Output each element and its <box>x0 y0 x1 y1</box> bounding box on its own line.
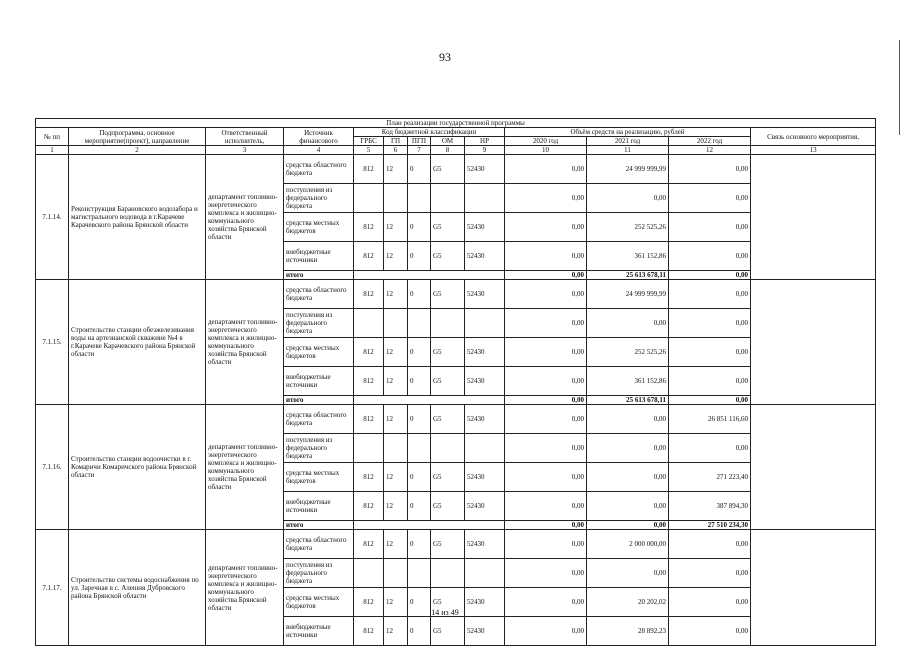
amount-2020: 0,00 <box>505 492 587 521</box>
code-om: G5 <box>431 213 465 242</box>
amount-2020: 0,00 <box>505 617 587 646</box>
funding-source: средства местных бюджетов <box>284 588 354 617</box>
code-gp <box>384 309 408 338</box>
code-np: 52430 <box>465 280 505 309</box>
amount-2021: 361 152,86 <box>587 367 669 396</box>
header-np: НР <box>465 137 505 146</box>
code-gp: 12 <box>384 338 408 367</box>
link-cell <box>751 155 876 280</box>
amount-2022: 271 223,40 <box>669 463 751 492</box>
amount-2022: 0,00 <box>669 155 751 184</box>
column-number: 4 <box>284 146 354 155</box>
funding-source: внебюджетные источники <box>284 242 354 271</box>
code-grbs <box>354 184 384 213</box>
header-pgp: ПГП <box>408 137 431 146</box>
code-gp: 12 <box>384 242 408 271</box>
column-numbers-row <box>36 146 876 155</box>
code-np: 52430 <box>465 530 505 559</box>
funding-source: средства местных бюджетов <box>284 463 354 492</box>
code-pgp <box>408 309 431 338</box>
header-executor: Ответственный исполнитель, <box>206 128 284 146</box>
total-2020: 0,00 <box>505 396 587 405</box>
total-code-cells <box>354 271 505 280</box>
code-np: 52430 <box>465 588 505 617</box>
header-subprogram: Подпрограмма, основное мероприятие(проект), направление <box>69 128 206 146</box>
code-grbs: 812 <box>354 155 384 184</box>
code-pgp <box>408 434 431 463</box>
column-number: 8 <box>431 146 465 155</box>
code-np <box>465 184 505 213</box>
margin-rule <box>899 40 900 135</box>
code-gp: 12 <box>384 492 408 521</box>
code-grbs <box>354 309 384 338</box>
header-link: Связь основного мероприятия, <box>751 128 876 146</box>
code-pgp <box>408 559 431 588</box>
code-gp: 12 <box>384 617 408 646</box>
amount-2021: 252 525,26 <box>587 338 669 367</box>
code-pgp: 0 <box>408 242 431 271</box>
column-number: 2 <box>69 146 206 155</box>
code-om <box>431 309 465 338</box>
column-number: 6 <box>384 146 408 155</box>
column-number: 1 <box>36 146 69 155</box>
code-pgp <box>408 184 431 213</box>
total-2022: 0,00 <box>669 396 751 405</box>
header-funds-group: Объём средств на реализацию, рублей <box>505 128 751 137</box>
header-budget-code-group: Код бюджетной классификации <box>354 128 505 137</box>
column-number: 10 <box>505 146 587 155</box>
amount-2022: 0,00 <box>669 338 751 367</box>
code-om: G5 <box>431 155 465 184</box>
code-np: 52430 <box>465 213 505 242</box>
code-om <box>431 559 465 588</box>
table-body <box>36 155 876 646</box>
code-om: G5 <box>431 367 465 396</box>
amount-2021: 361 152,86 <box>587 242 669 271</box>
total-label: итого <box>284 271 354 280</box>
amount-2021: 252 525,26 <box>587 213 669 242</box>
table-row <box>36 530 876 559</box>
code-gp: 12 <box>384 280 408 309</box>
column-number: 13 <box>751 146 876 155</box>
total-label: итого <box>284 521 354 530</box>
column-number: 12 <box>669 146 751 155</box>
code-pgp: 0 <box>408 588 431 617</box>
amount-2021: 0,00 <box>587 405 669 434</box>
header-om: ОМ <box>431 137 465 146</box>
code-gp <box>384 434 408 463</box>
amount-2020: 0,00 <box>505 184 587 213</box>
page-number: 93 <box>439 50 451 64</box>
amount-2022: 0,00 <box>669 242 751 271</box>
code-om: G5 <box>431 338 465 367</box>
total-2021: 0,00 <box>587 521 669 530</box>
header-2020: 2020 год <box>505 137 587 146</box>
code-np <box>465 434 505 463</box>
amount-2022: 0,00 <box>669 184 751 213</box>
link-cell <box>751 405 876 530</box>
funding-source: поступления из федерального бюджета <box>284 184 354 213</box>
code-grbs <box>354 559 384 588</box>
code-om: G5 <box>431 617 465 646</box>
code-np: 52430 <box>465 463 505 492</box>
code-om: G5 <box>431 280 465 309</box>
row-number: 7.1.16. <box>36 405 69 530</box>
responsible-executor: департамент топливно-энергетического комплекса и жилищно-коммунального хозяйства Брянской области <box>206 405 284 530</box>
row-number: 7.1.15. <box>36 280 69 405</box>
funding-source: средства местных бюджетов <box>284 213 354 242</box>
amount-2022: 26 851 116,60 <box>669 405 751 434</box>
code-np <box>465 559 505 588</box>
code-om: G5 <box>431 530 465 559</box>
code-gp: 12 <box>384 405 408 434</box>
code-grbs: 812 <box>354 405 384 434</box>
table-caption: План реализации государственной программы <box>36 119 876 128</box>
row-number: 7.1.17. <box>36 530 69 646</box>
amount-2020: 0,00 <box>505 588 587 617</box>
code-om <box>431 184 465 213</box>
column-number: 7 <box>408 146 431 155</box>
total-code-cells <box>354 521 505 530</box>
amount-2020: 0,00 <box>505 338 587 367</box>
responsible-executor: департамент топливно-энергетического комплекса и жилищно-коммунального хозяйства Брянской области <box>206 155 284 280</box>
amount-2020: 0,00 <box>505 213 587 242</box>
code-np: 52430 <box>465 367 505 396</box>
code-om: G5 <box>431 242 465 271</box>
responsible-executor: департамент топливно-энергетического комплекса и жилищно-коммунального хозяйства Брянской области <box>206 280 284 405</box>
code-pgp: 0 <box>408 617 431 646</box>
activity-name: Строительство станции водоочистки в г. Комаричи Комаричского района Брянской области <box>69 405 206 530</box>
total-2022: 27 510 234,30 <box>669 521 751 530</box>
funding-source: средства областного бюджета <box>284 405 354 434</box>
header-2021: 2021 год <box>587 137 669 146</box>
code-pgp: 0 <box>408 280 431 309</box>
funding-source: поступления из федерального бюджета <box>284 309 354 338</box>
amount-2022: 387 894,30 <box>669 492 751 521</box>
amount-2021: 0,00 <box>587 184 669 213</box>
amount-2020: 0,00 <box>505 405 587 434</box>
code-np: 52430 <box>465 492 505 521</box>
funding-source: внебюджетные источники <box>284 367 354 396</box>
code-grbs <box>354 434 384 463</box>
code-gp: 12 <box>384 463 408 492</box>
header-source: Источник финансового <box>284 128 354 146</box>
code-np <box>465 309 505 338</box>
table-row <box>36 155 876 184</box>
amount-2020: 0,00 <box>505 463 587 492</box>
total-2020: 0,00 <box>505 271 587 280</box>
code-pgp: 0 <box>408 338 431 367</box>
activity-name: Строительство станции обезжелезивания воды на артезианской скважине №4 в г.Карачеве Карачевского района Брянской области <box>69 280 206 405</box>
code-pgp: 0 <box>408 492 431 521</box>
funding-source: внебюджетные источники <box>284 617 354 646</box>
code-gp <box>384 184 408 213</box>
column-number: 3 <box>206 146 284 155</box>
responsible-executor: департамент топливно-энергетического комплекса и жилищно-коммунального хозяйства Брянской области <box>206 530 284 646</box>
funding-source: средства областного бюджета <box>284 280 354 309</box>
code-np: 52430 <box>465 155 505 184</box>
header-grbs: ГРБС <box>354 137 384 146</box>
code-grbs: 812 <box>354 242 384 271</box>
code-grbs: 812 <box>354 492 384 521</box>
total-2020: 0,00 <box>505 521 587 530</box>
header-num: № пп <box>36 128 69 146</box>
funding-source: средства областного бюджета <box>284 155 354 184</box>
code-gp: 12 <box>384 367 408 396</box>
code-grbs: 812 <box>354 530 384 559</box>
amount-2022: 0,00 <box>669 280 751 309</box>
funding-source: средства областного бюджета <box>284 530 354 559</box>
code-grbs: 812 <box>354 367 384 396</box>
table-row <box>36 280 876 309</box>
amount-2021: 28 892,23 <box>587 617 669 646</box>
amount-2020: 0,00 <box>505 530 587 559</box>
amount-2022: 0,00 <box>669 617 751 646</box>
column-number: 5 <box>354 146 384 155</box>
amount-2021: 0,00 <box>587 463 669 492</box>
amount-2020: 0,00 <box>505 434 587 463</box>
amount-2022: 0,00 <box>669 588 751 617</box>
amount-2022: 0,00 <box>669 434 751 463</box>
link-cell <box>751 530 876 646</box>
amount-2022: 0,00 <box>669 213 751 242</box>
code-np: 52430 <box>465 617 505 646</box>
code-om: G5 <box>431 492 465 521</box>
code-gp: 12 <box>384 588 408 617</box>
amount-2021: 24 999 999,99 <box>587 280 669 309</box>
funding-source: средства местных бюджетов <box>284 338 354 367</box>
amount-2022: 0,00 <box>669 530 751 559</box>
amount-2020: 0,00 <box>505 367 587 396</box>
program-plan-table <box>35 118 876 646</box>
amount-2022: 0,00 <box>669 559 751 588</box>
header-2022: 2022 год <box>669 137 751 146</box>
total-label: итого <box>284 396 354 405</box>
code-grbs: 812 <box>354 588 384 617</box>
code-grbs: 812 <box>354 280 384 309</box>
code-om: G5 <box>431 588 465 617</box>
amount-2020: 0,00 <box>505 309 587 338</box>
code-np: 52430 <box>465 242 505 271</box>
amount-2020: 0,00 <box>505 242 587 271</box>
code-pgp: 0 <box>408 405 431 434</box>
code-np: 52430 <box>465 405 505 434</box>
amount-2021: 2 000 000,00 <box>587 530 669 559</box>
amount-2021: 20 202,02 <box>587 588 669 617</box>
column-number: 9 <box>465 146 505 155</box>
activity-name: Реконструкция Барановского водозабора и магистрального водовода в г.Карачеве Карачевского района Брянской области <box>69 155 206 280</box>
funding-source: внебюджетные источники <box>284 492 354 521</box>
code-pgp: 0 <box>408 530 431 559</box>
code-gp: 12 <box>384 155 408 184</box>
header-gp: ГП <box>384 137 408 146</box>
code-grbs: 812 <box>354 213 384 242</box>
code-gp <box>384 559 408 588</box>
code-grbs: 812 <box>354 617 384 646</box>
total-2021: 25 613 678,11 <box>587 271 669 280</box>
amount-2020: 0,00 <box>505 559 587 588</box>
code-gp: 12 <box>384 530 408 559</box>
funding-source: поступления из федерального бюджета <box>284 559 354 588</box>
table-row <box>36 405 876 434</box>
amount-2021: 0,00 <box>587 309 669 338</box>
code-pgp: 0 <box>408 463 431 492</box>
code-pgp: 0 <box>408 155 431 184</box>
code-om: G5 <box>431 405 465 434</box>
total-code-cells <box>354 396 505 405</box>
column-number: 11 <box>587 146 669 155</box>
amount-2021: 0,00 <box>587 492 669 521</box>
amount-2022: 0,00 <box>669 367 751 396</box>
activity-name: Строительство системы водоснабжения по ул. Заречная в с. Алешня Дубровского района Брянской области <box>69 530 206 646</box>
code-grbs: 812 <box>354 463 384 492</box>
total-2022: 0,00 <box>669 271 751 280</box>
amount-2021: 24 999 999,99 <box>587 155 669 184</box>
code-grbs: 812 <box>354 338 384 367</box>
code-pgp: 0 <box>408 367 431 396</box>
amount-2021: 0,00 <box>587 434 669 463</box>
amount-2022: 0,00 <box>669 309 751 338</box>
amount-2021: 0,00 <box>587 559 669 588</box>
link-cell <box>751 280 876 405</box>
code-om: G5 <box>431 463 465 492</box>
amount-2020: 0,00 <box>505 155 587 184</box>
total-2021: 25 613 678,11 <box>587 396 669 405</box>
row-number: 7.1.14. <box>36 155 69 280</box>
funding-source: поступления из федерального бюджета <box>284 434 354 463</box>
code-pgp: 0 <box>408 213 431 242</box>
amount-2020: 0,00 <box>505 280 587 309</box>
page-footer: 14 из 49 <box>431 608 459 617</box>
code-np: 52430 <box>465 338 505 367</box>
code-om <box>431 434 465 463</box>
code-gp: 12 <box>384 213 408 242</box>
